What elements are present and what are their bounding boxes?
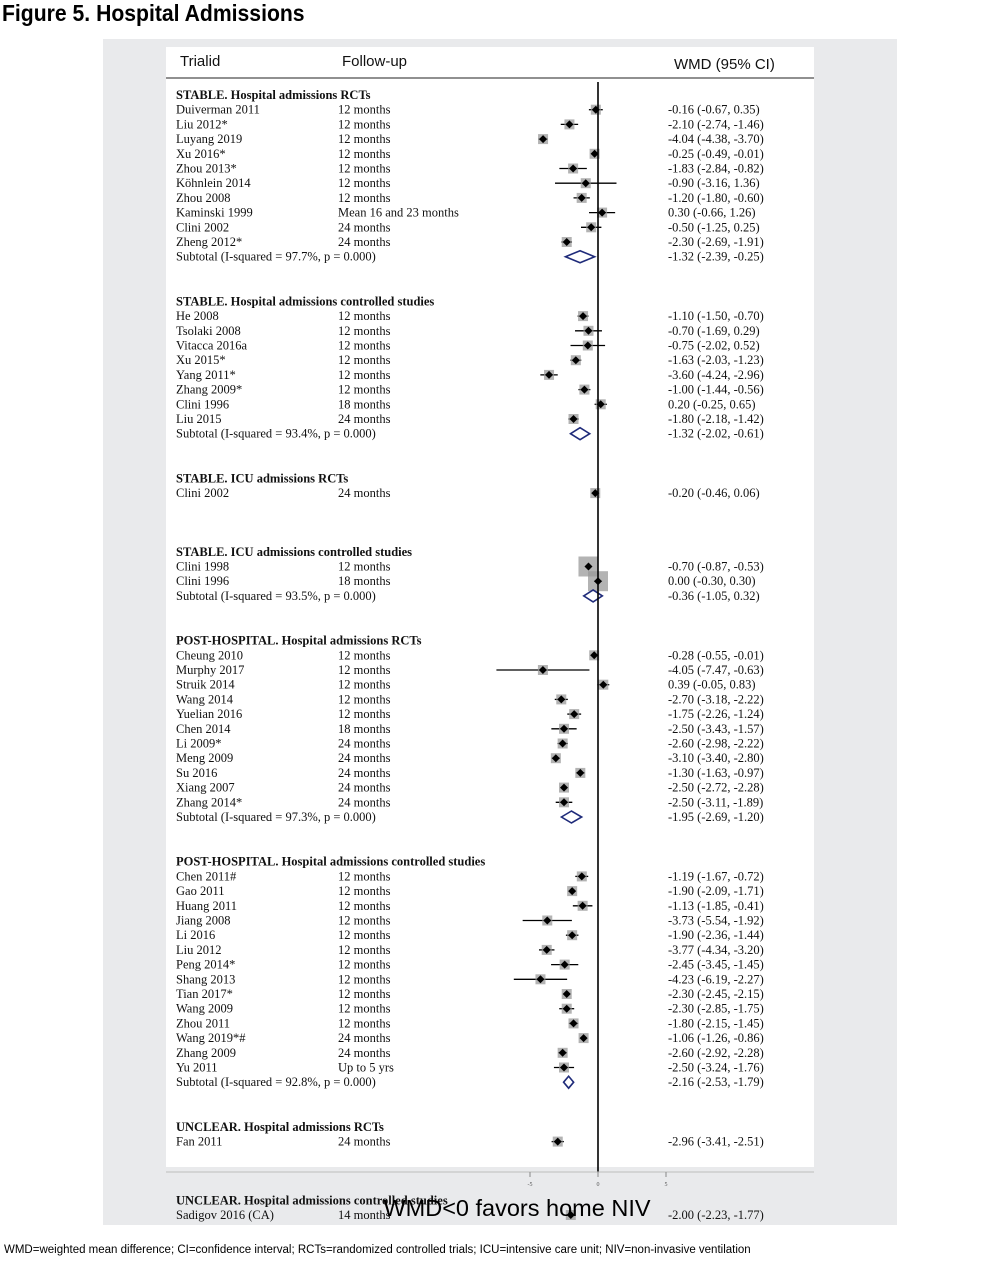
- study-followup: 12 months: [338, 928, 391, 943]
- study-name: Vitacca 2016a: [176, 338, 248, 353]
- study-effect-label: -1.80 (-2.15, -1.45): [668, 1016, 764, 1031]
- study-name: Zhou 2008: [176, 190, 231, 205]
- study-name: Peng 2014*: [176, 957, 236, 972]
- study-effect-label: -3.73 (-5.54, -1.92): [668, 913, 764, 928]
- study-name: Liu 2012*: [176, 117, 228, 132]
- study-name: Wang 2014: [176, 692, 233, 707]
- study-effect-label: -2.50 (-3.43, -1.57): [668, 721, 764, 736]
- study-followup: 18 months: [338, 397, 391, 412]
- subtotal-label: Subtotal (I-squared = 97.7%, p = 0.000): [176, 249, 376, 264]
- group-title: POST-HOSPITAL. Hospital admissions controlled studies: [176, 854, 486, 869]
- study-name: Chen 2014: [176, 721, 231, 736]
- study-effect-label: -1.90 (-2.36, -1.44): [668, 928, 764, 943]
- study-effect-label: -2.30 (-2.45, -2.15): [668, 987, 764, 1001]
- study-effect-label: -0.90 (-3.16, 1.36): [668, 176, 760, 191]
- study-followup: 12 months: [338, 663, 391, 677]
- study-followup: 12 months: [338, 353, 391, 368]
- study-followup: 24 months: [338, 486, 391, 501]
- study-effect-label: -3.60 (-4.24, -2.96): [668, 367, 764, 382]
- study-effect-label: -3.77 (-4.34, -3.20): [668, 942, 764, 957]
- header-study: Trialid: [180, 53, 221, 70]
- study-name: Murphy 2017: [176, 663, 245, 677]
- study-name: Xu 2015*: [176, 353, 226, 368]
- study-effect-label: -1.13 (-1.85, -0.41): [668, 898, 764, 913]
- study-name: Yuelian 2016: [176, 707, 243, 722]
- study-effect-label: -2.50 (-3.11, -1.89): [668, 795, 764, 810]
- study-effect-label: -1.00 (-1.44, -0.56): [668, 382, 764, 397]
- study-followup: 12 months: [338, 1001, 391, 1016]
- study-effect-label: -0.20 (-0.46, 0.06): [668, 486, 760, 501]
- study-effect-label: -2.10 (-2.74, -1.46): [668, 117, 764, 132]
- study-followup: 12 months: [338, 869, 391, 884]
- study-effect-label: -1.83 (-2.84, -0.82): [668, 161, 764, 176]
- figure-title: Figure 5. Hospital Admissions: [2, 0, 305, 26]
- study-followup: 12 months: [338, 382, 391, 397]
- study-name: Liu 2012: [176, 942, 222, 957]
- subtotal-effect-label: -1.95 (-2.69, -1.20): [668, 810, 764, 824]
- header-followup: Follow-up: [342, 53, 408, 70]
- study-followup: 12 months: [338, 884, 391, 899]
- study-effect-label: -1.20 (-1.80, -0.60): [668, 190, 764, 205]
- study-followup: 12 months: [338, 898, 391, 913]
- study-followup: 12 months: [338, 117, 391, 132]
- study-effect-label: -0.16 (-0.67, 0.35): [668, 102, 760, 117]
- group-title: STABLE. ICU admissions controlled studies: [176, 544, 413, 559]
- study-name: Wang 2019*#: [176, 1031, 246, 1046]
- study-name: Zhang 2014*: [176, 795, 243, 810]
- subtotal-diamond: [571, 428, 590, 440]
- study-followup: 12 months: [338, 176, 391, 191]
- study-name: Clini 2002: [176, 220, 230, 235]
- study-followup: 24 months: [338, 235, 391, 249]
- study-effect-label: -4.04 (-4.38, -3.70): [668, 132, 764, 147]
- study-effect-label: -0.28 (-0.55, -0.01): [668, 648, 764, 663]
- x-axis-label: WMD<0 favors home NIV: [383, 1195, 651, 1221]
- study-followup: 12 months: [338, 323, 391, 338]
- study-name: Gao 2011: [176, 884, 225, 899]
- study-effect-label: -0.70 (-1.69, 0.29): [668, 323, 760, 338]
- study-effect-label: -2.45 (-3.45, -1.45): [668, 957, 764, 972]
- study-name: Zhou 2013*: [176, 161, 237, 176]
- study-followup: 12 months: [338, 957, 391, 972]
- study-followup: 12 months: [338, 1016, 391, 1031]
- study-name: Köhnlein 2014: [176, 176, 251, 191]
- study-effect-label: -1.80 (-2.18, -1.42): [668, 412, 764, 426]
- subtotal-label: Subtotal (I-squared = 92.8%, p = 0.000): [176, 1075, 376, 1090]
- study-name: Yang 2011*: [176, 367, 236, 382]
- study-effect-label: -1.19 (-1.67, -0.72): [668, 869, 764, 884]
- study-effect-label: -4.05 (-7.47, -0.63): [668, 663, 764, 677]
- x-tick-label: 0: [596, 1182, 600, 1188]
- study-name: Clini 1998: [176, 559, 230, 574]
- study-effect-label: -1.10 (-1.50, -0.70): [668, 309, 764, 324]
- study-name: Cheung 2010: [176, 648, 244, 663]
- study-followup: 12 months: [338, 677, 391, 692]
- study-followup: 12 months: [338, 132, 391, 147]
- study-name: Yu 2011: [176, 1060, 218, 1075]
- study-effect-label: 0.00 (-0.30, 0.30): [668, 574, 756, 589]
- subtotal-effect-label: -1.32 (-2.39, -0.25): [668, 249, 764, 264]
- study-followup: 12 months: [338, 309, 391, 324]
- study-followup: 12 months: [338, 707, 391, 722]
- study-followup: 24 months: [338, 780, 391, 795]
- subtotal-effect-label: -1.32 (-2.02, -0.61): [668, 426, 764, 441]
- study-effect-label: -1.63 (-2.03, -1.23): [668, 353, 764, 368]
- study-name: Duiverman 2011: [176, 102, 260, 117]
- study-name: Liu 2015: [176, 412, 222, 426]
- study-effect-label: -2.30 (-2.85, -1.75): [668, 1001, 764, 1016]
- study-effect-label: -0.50 (-1.25, 0.25): [668, 220, 760, 235]
- study-name: Kaminski 1999: [176, 205, 253, 220]
- study-name: Tian 2017*: [176, 987, 233, 1001]
- study-effect-label: -0.25 (-0.49, -0.01): [668, 146, 764, 161]
- subtotal-label: Subtotal (I-squared = 93.5%, p = 0.000): [176, 588, 376, 603]
- study-name: He 2008: [176, 309, 219, 324]
- study-followup: 24 months: [338, 1031, 391, 1046]
- study-followup: 18 months: [338, 721, 391, 736]
- study-followup: 24 months: [338, 736, 391, 751]
- study-effect-label: -2.60 (-2.98, -2.22): [668, 736, 764, 751]
- group-title: STABLE. ICU admissions RCTs: [176, 471, 349, 486]
- study-effect-label: 0.39 (-0.05, 0.83): [668, 677, 756, 692]
- study-followup: 12 months: [338, 102, 391, 117]
- study-effect-label: 0.20 (-0.25, 0.65): [668, 397, 756, 412]
- subtotal-effect-label: -2.16 (-2.53, -1.79): [668, 1075, 764, 1090]
- study-followup: 24 months: [338, 1134, 391, 1149]
- footnote: WMD=weighted mean difference; CI=confidence interval; RCTs=randomized controlled trials; ICU=intensive care unit; NIV=non-invasive ventilation: [4, 1244, 751, 1256]
- study-name: Jiang 2008: [176, 913, 231, 928]
- study-name: Struik 2014: [176, 677, 235, 692]
- group-title: STABLE. Hospital admissions controlled studies: [176, 294, 435, 309]
- study-followup: 18 months: [338, 574, 391, 589]
- subtotal-diamond: [561, 811, 581, 823]
- study-effect-label: -4.23 (-6.19, -2.27): [668, 972, 764, 987]
- study-name: Clini 1996: [176, 397, 230, 412]
- study-effect-label: -1.30 (-1.63, -0.97): [668, 765, 764, 780]
- study-effect-label: -2.96 (-3.41, -2.51): [668, 1134, 764, 1149]
- study-name: Zhang 2009*: [176, 382, 243, 397]
- study-name: Clini 1996: [176, 574, 230, 589]
- study-name: Chen 2011#: [176, 869, 237, 884]
- study-name: Clini 2002: [176, 486, 230, 501]
- study-effect-label: -2.00 (-2.23, -1.77): [668, 1208, 764, 1222]
- study-effect-label: 0.30 (-0.66, 1.26): [668, 205, 756, 220]
- study-name: Luyang 2019: [176, 132, 243, 147]
- group-title: STABLE. Hospital admissions RCTs: [176, 88, 371, 102]
- group-title: UNCLEAR. Hospital admissions controlled studies: [176, 1193, 448, 1208]
- study-followup: 12 months: [338, 367, 391, 382]
- study-followup: 12 months: [338, 942, 391, 957]
- study-effect-label: -2.50 (-3.24, -1.76): [668, 1060, 764, 1075]
- study-name: Meng 2009: [176, 751, 234, 766]
- study-name: Zheng 2012*: [176, 235, 243, 249]
- subtotal-effect-label: -0.36 (-1.05, 0.32): [668, 588, 760, 603]
- study-name: Li 2009*: [176, 736, 222, 751]
- study-name: Wang 2009: [176, 1001, 233, 1016]
- subtotal-label: Subtotal (I-squared = 97.3%, p = 0.000): [176, 810, 376, 824]
- x-tick-label: 5: [664, 1182, 668, 1188]
- study-name: Xu 2016*: [176, 146, 226, 161]
- study-followup: Mean 16 and 23 months: [338, 205, 459, 220]
- study-name: Shang 2013: [176, 972, 236, 987]
- study-followup: 12 months: [338, 338, 391, 353]
- study-effect-label: -2.50 (-2.72, -2.28): [668, 780, 764, 795]
- study-followup: 14 months: [338, 1208, 391, 1222]
- header-effect: WMD (95% CI): [674, 56, 775, 73]
- study-effect-label: -0.70 (-0.87, -0.53): [668, 559, 764, 574]
- study-effect-label: -1.90 (-2.09, -1.71): [668, 884, 764, 899]
- study-followup: 12 months: [338, 146, 391, 161]
- study-name: Sadigov 2016 (CA): [176, 1208, 274, 1222]
- study-followup: 12 months: [338, 161, 391, 176]
- study-followup: 24 months: [338, 765, 391, 780]
- study-effect-label: -2.60 (-2.92, -2.28): [668, 1045, 764, 1060]
- study-followup: 12 months: [338, 692, 391, 707]
- study-name: Xiang 2007: [176, 780, 235, 795]
- study-followup: 12 months: [338, 190, 391, 205]
- study-effect-label: -1.75 (-2.26, -1.24): [668, 707, 764, 722]
- study-effect-label: -2.30 (-2.69, -1.91): [668, 235, 764, 249]
- group-title: UNCLEAR. Hospital admissions RCTs: [176, 1119, 384, 1134]
- study-followup: 12 months: [338, 913, 391, 928]
- study-followup: 24 months: [338, 751, 391, 766]
- study-followup: 24 months: [338, 795, 391, 810]
- study-name: Huang 2011: [176, 898, 237, 913]
- study-followup: 24 months: [338, 1045, 391, 1060]
- study-name: Su 2016: [176, 765, 218, 780]
- study-followup: Up to 5 yrs: [338, 1060, 394, 1075]
- study-name: Zhang 2009: [176, 1045, 237, 1060]
- study-name: Fan 2011: [176, 1134, 223, 1149]
- subtotal-diamond: [565, 251, 594, 263]
- study-effect-label: -0.75 (-2.02, 0.52): [668, 338, 760, 353]
- group-title: POST-HOSPITAL. Hospital admissions RCTs: [176, 633, 422, 648]
- study-name: Tsolaki 2008: [176, 323, 241, 338]
- study-followup: 12 months: [338, 987, 391, 1001]
- study-name: Li 2016: [176, 928, 216, 943]
- subtotal-label: Subtotal (I-squared = 93.4%, p = 0.000): [176, 426, 376, 441]
- subtotal-diamond: [564, 1076, 574, 1088]
- study-effect-label: -1.06 (-1.26, -0.86): [668, 1031, 764, 1046]
- subtotal-diamond: [584, 590, 603, 602]
- x-tick-label: -5: [527, 1182, 533, 1188]
- study-followup: 24 months: [338, 412, 391, 426]
- study-followup: 12 months: [338, 559, 391, 574]
- study-name: Zhou 2011: [176, 1016, 231, 1031]
- study-followup: 12 months: [338, 648, 391, 663]
- study-followup: 24 months: [338, 220, 391, 235]
- study-effect-label: -3.10 (-3.40, -2.80): [668, 751, 764, 766]
- study-effect-label: -2.70 (-3.18, -2.22): [668, 692, 764, 707]
- study-followup: 12 months: [338, 972, 391, 987]
